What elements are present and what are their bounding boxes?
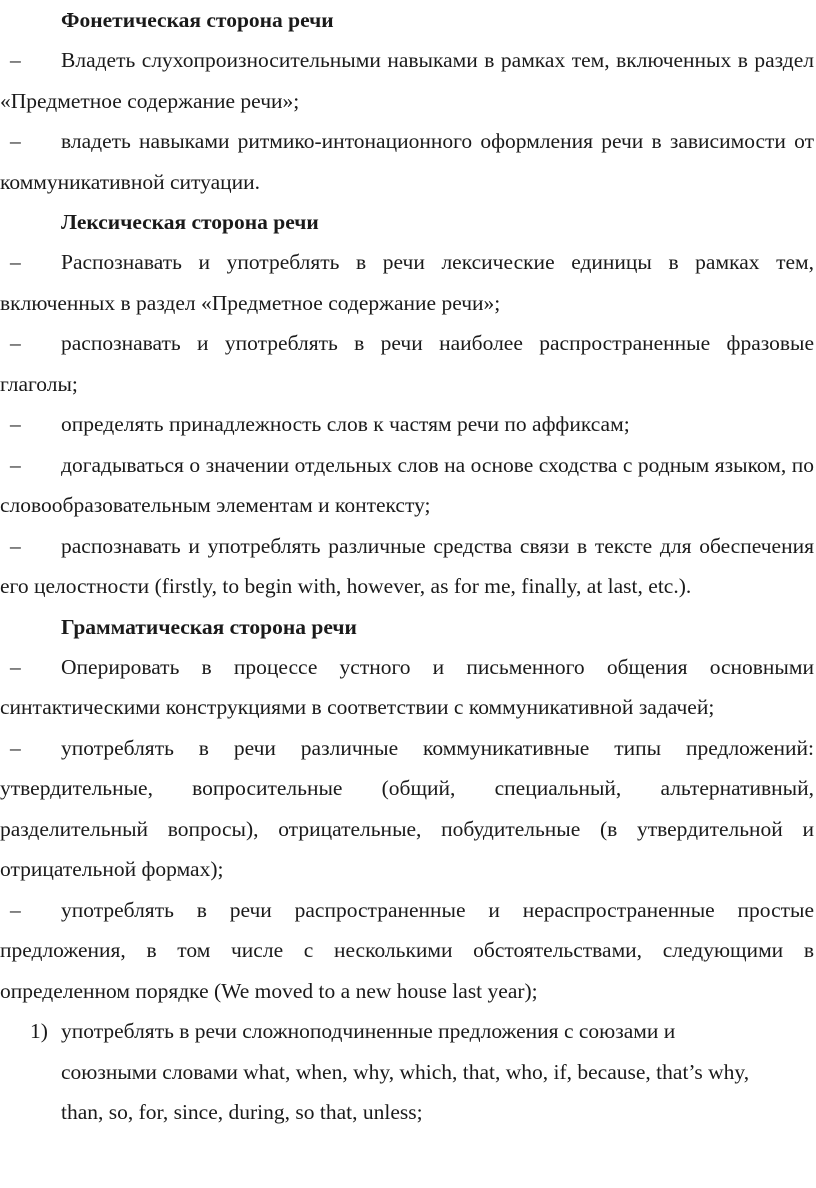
dash-bullet: –: [10, 48, 21, 72]
numbered-item-text: употреблять в речи сложноподчиненные предложения с союзами и союзными словами what, when, why, which, that, who, if, because, that’s why, than, so, for, since, during, so that, unless;: [61, 1019, 750, 1124]
section-heading: Фонетическая сторона речи: [61, 8, 334, 32]
list-item: [0, 890, 816, 1012]
list-item: [0, 728, 816, 890]
list-item-text: догадываться о значении отдельных слов на основе сходства с родным языком, по словообразовательным элементам и контексту;: [0, 452, 814, 517]
list-item-text: распознавать и употреблять различные средства связи в тексте для обеспечения его целостности (firstly, to begin with, however, as for me, finally, at last, etc.).: [0, 533, 814, 598]
list-item-text: Владеть слухопроизносительными навыками в рамках тем, включенных в раздел «Предметное содержание речи»;: [0, 48, 814, 113]
dash-bullet: –: [10, 331, 21, 355]
list-item-text: употреблять в речи распространенные и нераспространенные простые предложения, в том числе с несколькими обстоятельствами, следующими в определенном порядке (We moved to a new house last year);: [0, 897, 814, 1003]
numbered-marker: 1): [30, 1019, 48, 1043]
list-item: [0, 404, 816, 445]
list-item-text: определять принадлежность слов к частям речи по аффиксам;: [61, 412, 630, 436]
section-heading: Грамматическая сторона речи: [61, 614, 357, 639]
dash-bullet: –: [10, 654, 21, 679]
dash-bullet: –: [10, 129, 21, 153]
list-item: [0, 40, 816, 121]
numbered-item: [0, 1011, 816, 1133]
list-item: [0, 242, 816, 323]
section-grammar: [0, 607, 816, 1133]
dash-bullet: –: [10, 250, 21, 274]
list-item-text: владеть навыками ритмико-интонационного оформления речи в зависимости от коммуникативной ситуации.: [0, 129, 814, 194]
dash-bullet: –: [10, 897, 21, 922]
list-item: [0, 647, 816, 728]
section-heading: Лексическая сторона речи: [61, 210, 319, 234]
list-item: [0, 323, 816, 404]
list-item-text: распознавать и употреблять в речи наиболее распространенные фразовые глаголы;: [0, 331, 814, 396]
list-item-text: употреблять в речи различные коммуникативные типы предложений: утвердительные, вопросительные (общий, специальный, альтернативный, разделительный вопросы), отрицательные, побудительные (в утвердительной и отрицательной формах);: [0, 735, 814, 881]
list-item: [0, 445, 816, 526]
dash-bullet: –: [10, 412, 21, 436]
dash-bullet: –: [10, 533, 21, 558]
list-item-text: Оперировать в процессе устного и письменного общения основными синтактическими конструкциями в соответствии с коммуникативной задачей;: [0, 654, 814, 719]
list-item-text: Распознавать и употреблять в речи лексические единицы в рамках тем, включенных в раздел «Предметное содержание речи»;: [0, 250, 814, 315]
list-item: [0, 526, 816, 607]
section-lexical: [0, 202, 816, 607]
dash-bullet: –: [10, 452, 21, 477]
list-item: [0, 121, 816, 202]
dash-bullet: –: [10, 735, 21, 760]
section-phonetic: [0, 0, 816, 202]
